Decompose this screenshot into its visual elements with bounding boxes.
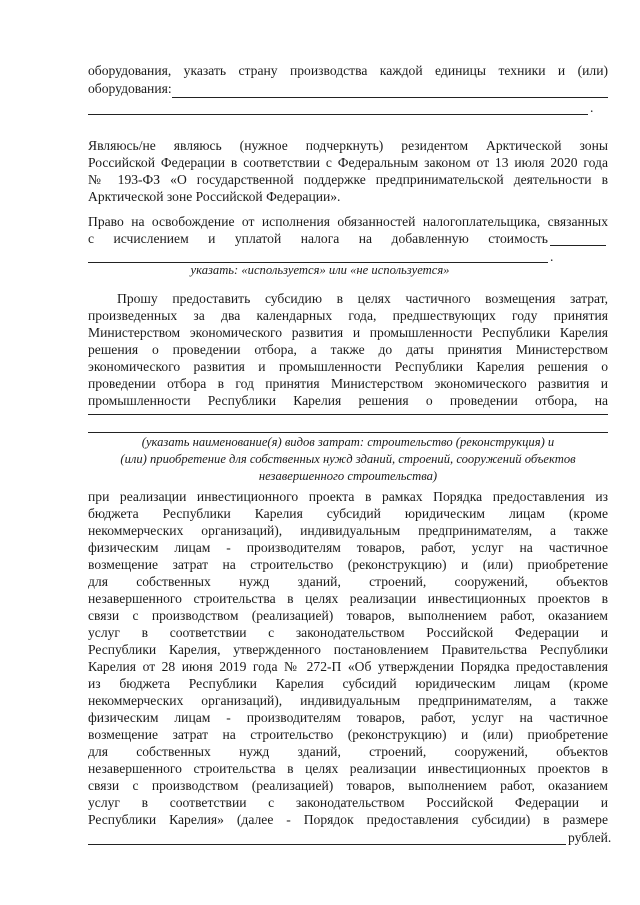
- body-line-19: услуг в соответствии с законодательством Российской Федерации и: [88, 795, 608, 810]
- request-hint-2: (или) приобретение для собственных нужд зданий, строений, сооружений объектов: [120, 452, 576, 466]
- vat-line-1: Право на освобождение от исполнения обязанностей налогоплательщика, связанных: [88, 214, 608, 229]
- body-line-17: незавершенного строительства в целях реализации инвестиционных проектов в: [88, 761, 608, 776]
- request-blank-2[interactable]: [88, 432, 608, 433]
- body-line-4: физическим лицам - производителям товаров, работ, услуг на частичное: [88, 540, 608, 555]
- body-line-16: для собственных нужд зданий, строений, сооружений, объектов: [88, 744, 608, 759]
- equipment-end: .: [590, 100, 594, 115]
- body-line-3: некоммерческих организаций), индивидуальным предпринимателям, а также: [88, 523, 608, 538]
- equipment-label: оборудования:: [88, 81, 172, 96]
- arctic-line-1: Являюсь/не являюсь (нужное подчеркнуть) резидентом Арктической зоны: [88, 138, 608, 153]
- body-line-2: бюджета Республики Карелия субсидий юридическим лицам (кроме: [88, 506, 608, 521]
- body-line-20: Республики Карелия» (далее - Порядок предоставления субсидии) в размере: [88, 812, 608, 827]
- vat-end: .: [550, 249, 554, 264]
- request-line-1: Прошу предоставить субсидию в целях частичного возмещения затрат,: [117, 291, 608, 306]
- request-hint-1: (указать наименование(я) видов затрат: строительство (реконструкция) и: [141, 435, 555, 449]
- arctic-line-2: Российской Федерации в соответствии с Федеральным законом от 13 июля 2020 года: [88, 155, 608, 170]
- request-line-7: промышленности Республики Карелия решения о проведении отбора, на: [88, 393, 608, 408]
- request-line-2: произведенных за два календарных года, предшествующих году принятия: [88, 308, 608, 323]
- equipment-blank-2[interactable]: [88, 114, 588, 115]
- request-hint-3: незавершенного строительства): [258, 469, 438, 483]
- request-line-3: Министерством экономического развития и промышленности Республики Карелия: [88, 325, 608, 340]
- vat-line-2: с исчислением и уплатой налога на добавленную стоимость: [88, 231, 548, 246]
- amount-currency: рублей.: [568, 830, 612, 845]
- body-line-6: для собственных нужд зданий, строений, сооружений, объектов: [88, 574, 608, 589]
- equipment-line-2: [88, 80, 608, 97]
- vat-hint: указать: «используется» или «не используется»: [190, 263, 450, 277]
- request-line-6: проведении отбора в год принятия Министерством экономического развития и: [88, 376, 608, 391]
- body-line-12: из бюджета Республики Карелия субсидий юридическим лицам (кроме: [88, 676, 608, 691]
- equipment-line-1: оборудования, указать страну производства каждой единицы техники и (или): [88, 63, 608, 78]
- arctic-line-3: № 193-ФЗ «О государственной поддержке предпринимательской деятельности в: [88, 172, 608, 187]
- body-line-11: Карелия от 28 июня 2019 года № 272-П «Об утверждении Порядка предоставления: [88, 659, 608, 674]
- body-line-1: при реализации инвестиционного проекта в рамках Порядка предоставления из: [88, 489, 608, 504]
- body-line-5: возмещение затрат на строительство (реконструкцию) и (или) приобретение: [88, 557, 608, 572]
- body-line-15: возмещение затрат на строительство (реконструкцию) и (или) приобретение: [88, 727, 608, 742]
- body-line-8: связи с производством (реализацией) товаров, выполнением работ, оказанием: [88, 608, 608, 623]
- body-line-10: Республики Карелия, утвержденного постановлением Правительства Республики: [88, 642, 608, 657]
- body-line-13: некоммерческих организаций), индивидуальным предпринимателям, а также: [88, 693, 608, 708]
- amount-blank[interactable]: [88, 844, 566, 845]
- equipment-blank-1[interactable]: [172, 97, 608, 98]
- vat-blank-1[interactable]: [550, 245, 606, 246]
- request-blank-1[interactable]: [88, 414, 608, 415]
- request-line-4: решения о проведении отбора, а также до даты принятия Министерством: [88, 342, 608, 357]
- request-line-5: экономического развития и промышленности Республики Карелия решения о: [88, 359, 608, 374]
- arctic-line-4: Арктической зоне Российской Федерации».: [88, 189, 341, 204]
- body-line-14: физическим лицам - производителям товаров, работ, услуг на частичное: [88, 710, 608, 725]
- body-line-9: услуг в соответствии с законодательством Российской Федерации и: [88, 625, 608, 640]
- body-line-7: незавершенного строительства в целях реализации инвестиционных проектов в: [88, 591, 608, 606]
- body-line-18: связи с производством (реализацией) товаров, выполнением работ, оказанием: [88, 778, 608, 793]
